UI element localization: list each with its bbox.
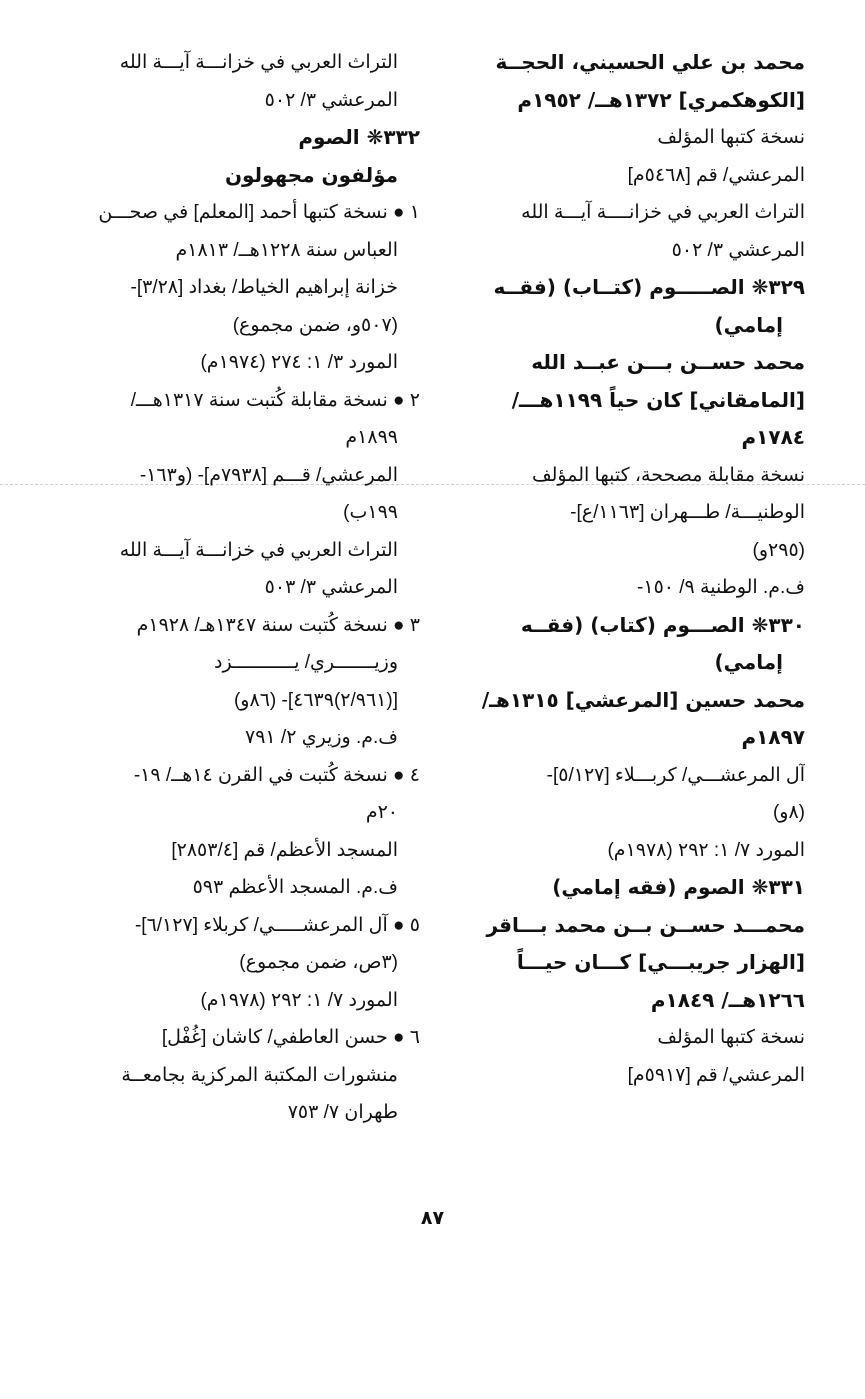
text-line: المرعشي/ قـــم [٧٩٣٨م]- (و١٦٣- bbox=[139, 464, 398, 486]
text-line: المسجد الأعظم/ قم [٢٨٥٣/٤] bbox=[171, 839, 398, 861]
text-line: ٣٣١❋ الصوم (فقه إمامي) bbox=[552, 875, 805, 899]
text-line: ١ ● نسخة كتبها أحمد [المعلم] في صحـــن bbox=[98, 202, 420, 223]
text-line: ١٩٩ب) bbox=[343, 502, 398, 523]
left-column bbox=[45, 44, 420, 1132]
text-line: ٣ ● نسخة كُتبت سنة ١٣٤٧هـ/ ١٩٢٨م bbox=[136, 614, 420, 636]
page-number: ٨٧ bbox=[420, 1207, 445, 1229]
text-line: ٥ ● آل المرعشـــــي/ كربلاء [٦/١٢٧]- bbox=[134, 914, 420, 936]
text-line: التراث العربي في خزانـــة آيـــة الله bbox=[119, 539, 398, 561]
text-line: ف.م. وزيري ٢/ ٧٩١ bbox=[245, 727, 398, 748]
text-line: ٤ ● نسخة كُتبت في القرن ١٤هــ/ ١٩- bbox=[133, 764, 420, 786]
text-line: ٣٣٠❋ الصـــوم (كتاب) (فقــه bbox=[520, 612, 805, 637]
text-line: إمامي) bbox=[714, 650, 783, 674]
text-line: وزيـــــــري/ يـــــــــــزد bbox=[214, 652, 398, 673]
text-line: ٢ ● نسخة مقابلة كُتبت سنة ١٣١٧هـــ/ bbox=[130, 389, 420, 411]
text-line: المرعشي/ قم [٥٤٦٨م] bbox=[627, 164, 805, 186]
text-line: [المامقاني] كان حياً ١١٩٩هـــ/ bbox=[511, 387, 805, 412]
text-line: ف.م. المسجد الأعظم ٥٩٣ bbox=[192, 877, 398, 898]
text-line: محمد حســن بـــن عبــد الله bbox=[531, 350, 805, 374]
text-line: المورد ٧/ ١: ٢٩٢ (١٩٧٨م) bbox=[607, 839, 805, 861]
text-line: محمد حسين [المرعشي] ١٣١٥هـ/ bbox=[481, 687, 805, 712]
text-line: ١٢٦٦هــ/ ١٨٤٩م bbox=[650, 987, 805, 1012]
text-line: نسخة كتبها المؤلف bbox=[657, 1027, 805, 1048]
text-line: طهران ٧/ ٧٥٣ bbox=[287, 1102, 398, 1123]
text-line: (٢٩٥و) bbox=[752, 539, 805, 561]
text-line: آل المرعشـــي/ كربـــلاء [٥/١٢٧]- bbox=[546, 764, 805, 786]
text-line: ٦ ● حسن العاطفي/ كاشان [غُفْل] bbox=[161, 1027, 420, 1048]
text-line: التراث العربي في خزانـــة آيـــة الله bbox=[119, 52, 398, 73]
text-line: [الكوهكمري] ١٣٧٢هــ/ ١٩٥٢م bbox=[517, 87, 805, 112]
text-line: منشورات المكتبة المركزية بجامعــة bbox=[121, 1064, 398, 1086]
text-line: ١٨٩٩م bbox=[345, 427, 398, 448]
right-column bbox=[460, 44, 805, 1094]
text-line: ٢٠م bbox=[365, 802, 398, 823]
text-line: (٥٠٧و، ضمن مجموع) bbox=[232, 314, 398, 336]
text-line: المورد ٣/ ١: ٢٧٤ (١٩٧٤م) bbox=[200, 352, 398, 373]
text-line: مؤلفون مجهولون bbox=[224, 162, 398, 187]
text-line: ف.م. الوطنية ٩/ ١٥٠- bbox=[637, 577, 805, 598]
text-line: خزانة إبراهيم الخياط/ بغداد [٣/٢٨]- bbox=[130, 277, 398, 298]
text-line: المرعشي ٣/ ٥٠٢ bbox=[264, 89, 398, 111]
text-line: نسخة كتبها المؤلف bbox=[657, 127, 805, 148]
text-line: نسخة مقابلة مصححة، كتبها المؤلف bbox=[531, 464, 805, 486]
text-line: ١٨٩٧م bbox=[741, 725, 805, 749]
text-line: (٨و) bbox=[772, 802, 805, 823]
text-line: محمد بن علي الحسيني، الحجــة bbox=[495, 50, 805, 74]
text-line: محمـــد حســن بــن محمد بـــاقر bbox=[486, 912, 805, 937]
text-line: المورد ٧/ ١: ٢٩٢ (١٩٧٨م) bbox=[200, 989, 398, 1011]
text-line: المرعشي ٣/ ٥٠٣ bbox=[264, 577, 398, 598]
text-line: (٣ص، ضمن مجموع) bbox=[239, 952, 398, 973]
text-line: المرعشي/ قم [٥٩١٧م] bbox=[627, 1064, 805, 1086]
text-line: التراث العربي في خزانــــة آيـــة الله bbox=[521, 202, 805, 223]
text-line: الوطنيـــة/ طـــهران [١١٦٣/ع]- bbox=[570, 502, 805, 523]
text-line: إمامي) bbox=[714, 312, 783, 337]
text-line: المرعشي ٣/ ٥٠٢ bbox=[671, 239, 805, 261]
text-line: ١٧٨٤م bbox=[741, 425, 805, 449]
text-line: العباس سنة ١٢٢٨هــ/ ١٨١٣م bbox=[175, 239, 398, 261]
text-line: [الهزار جريبـــي] كـــان حيـــاً bbox=[516, 950, 805, 974]
text-line: ٣٢٩❋ الصـــــوم (كتــاب) (فقــه bbox=[493, 275, 805, 299]
text-line: [(٢/٩٦١)٤٦٣٩]- (٨٦و) bbox=[233, 689, 398, 711]
text-line: ٣٣٢❋ الصوم bbox=[298, 125, 420, 149]
